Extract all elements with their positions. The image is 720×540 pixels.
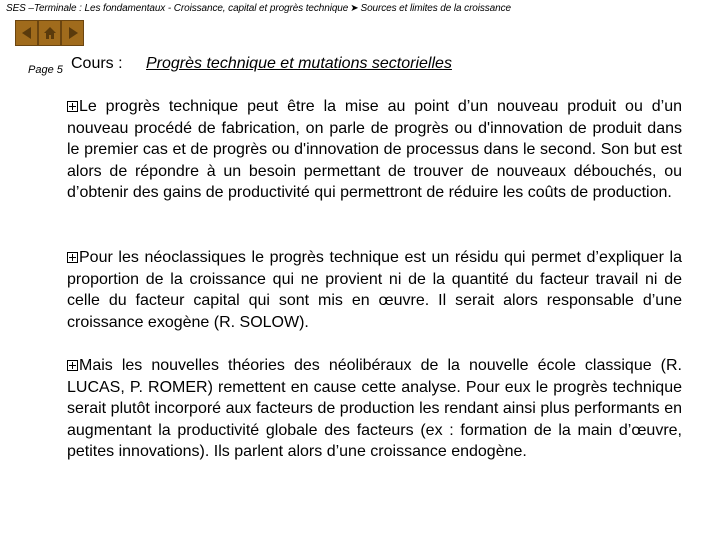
breadcrumb (6, 3, 511, 14)
navigation-bar (15, 20, 85, 46)
breadcrumb-path: SES –Terminale : Les fondamentaux - Croissance, capital et progrès technique (6, 3, 349, 14)
triangle-right-icon (66, 26, 80, 40)
plus-box-icon (67, 101, 78, 112)
plus-box-icon (67, 360, 78, 371)
triangle-left-icon (20, 26, 34, 40)
breadcrumb-current: Sources et limites de la croissance (360, 3, 511, 14)
paragraph (67, 96, 682, 204)
paragraph (67, 355, 682, 463)
home-icon (43, 26, 57, 40)
cours-label: Cours : (71, 55, 123, 72)
paragraph-text: Pour les néoclassiques le progrès technique est un résidu qui permet d’expliquer la proportion de la croissance qui ne provient ni de la quantité du facteur travail ni de celle du facteur capital qui sont mis en œuvre. Il serait alors responsable d’une croissance exogène (R. SOLOW). (67, 249, 682, 331)
plus-box-icon (67, 252, 78, 263)
next-button[interactable] (61, 20, 84, 46)
paragraph-text: Le progrès technique peut être la mise au point d’un nouveau produit ou d’un nouveau procédé de fabrication, on parle de progrès ou d'innovation de produit dans le premier cas et de progrès ou d'innovation de processus dans le second. Son but est alors de répondre à un besoin permettant de trouver de nouveaux débouchés, ou d’obtenir des gains de productivité qui permettront de réduire les coûts de production. (67, 98, 682, 201)
page-title: Progrès technique et mutations sectorielles (146, 55, 452, 72)
paragraph-text: Mais les nouvelles théories des néolibéraux de la nouvelle école classique (R. LUCAS, P. ROMER) remettent en cause cette analyse. Pour eux le progrès technique serait plutôt incorporé aux facteurs de production les rendant ainsi plus performants en augmentant la productivité globale des facteurs (ex : formation de la main d’œuvre, petites innovations). Ils parlent alors d’une croissance endogène. (67, 357, 682, 460)
previous-button[interactable] (15, 20, 38, 46)
arrow-right-icon: ➤ (350, 3, 359, 14)
page-number: Page 5 (28, 64, 63, 76)
home-button[interactable] (38, 20, 61, 46)
paragraph (67, 247, 682, 333)
